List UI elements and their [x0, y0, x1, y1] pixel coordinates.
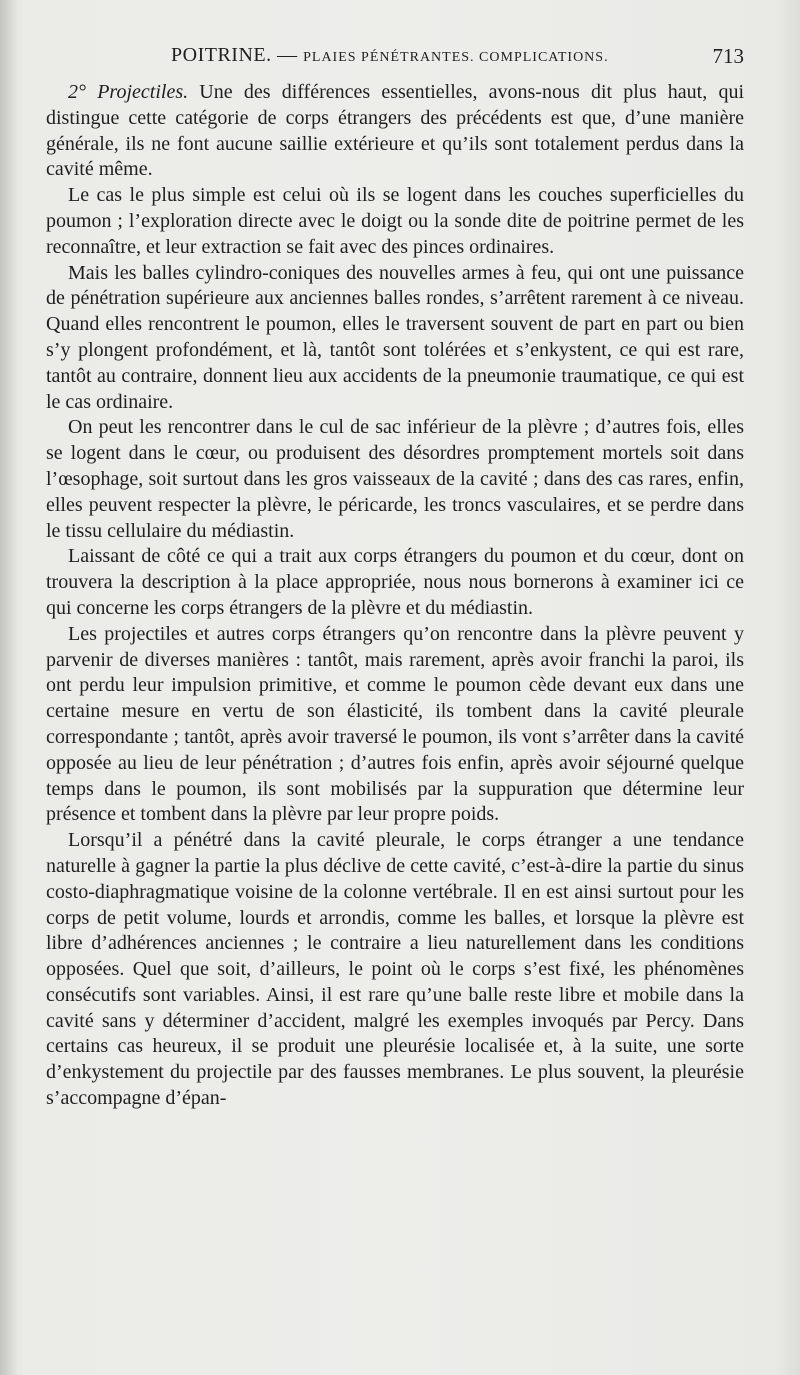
paragraph: Mais les balles cylindro-coniques des nouvelles armes à feu, qui ont une puissance de pénétration supérieure aux anciennes balles rondes, s’arrêtent rarement à ce niveau. Quand elles rencontrent le poumon, elles le traversent souvent de part en part ou bien s’y plongent profondément, et là, tantôt sont tolérées et s’enkystent, ce qui est rare, tantôt au contraire, donnent lieu aux accidents de la pneumonie traumatique, ce qui est le cas ordinaire. — [46, 261, 744, 413]
paragraph — [46, 80, 744, 183]
paragraph: Les projectiles et autres corps étrangers qu’on rencontre dans la plèvre peuvent y parvenir de diverses manières : tantôt, mais rarement, après avoir franchi la paroi, ils ont perdu leur impulsion primitive, et comme le poumon cède devant eux dans une certaine mesure en vertu de son élasticité, ils tombent dans la cavité pleurale correspondante ; tantôt, après avoir traversé le poumon, ils vont s’arrêter dans la cavité opposée au lieu de leur pénétration ; d’autres fois enfin, après avoir séjourné quelque temps dans le poumon, ils sont mobilisés par la suppuration que détermine leur présence et tombent dans la plèvre par leur propre poids. — [46, 622, 744, 826]
paragraph: Lorsqu’il a pénétré dans la cavité pleurale, le corps étranger a une tendance naturelle à gagner la partie la plus déclive de cette cavité, c’est-à-dire la partie du sinus costo-diaphragmatique voisine de la colonne vertébrale. Il en est ainsi surtout pour les corps de petit volume, lourds et arrondis, comme les balles, et lorsque la plèvre est libre d’adhérences anciennes ; le contraire a lieu naturellement dans les conditions opposées. Quel que soit, d’ailleurs, le point où le corps s’est fixé, les phénomènes consécutifs sont variables. Ainsi, il est rare qu’une balle reste libre et mobile dans la cavité sans y déterminer d’accident, malgré les exemples invoqués par Percy. Dans certains cas heureux, il se produit une pleurésie localisée et, à la suite, une sorte d’enkystement du projectile par des fausses membranes. Le plus souvent, la pleurésie s’accompagne d’épan- — [46, 829, 744, 1110]
running-title — [171, 44, 609, 67]
gutter-shadow — [0, 0, 18, 1375]
running-header — [46, 44, 744, 74]
paragraph: Le cas le plus simple est celui où ils se logent dans les couches superficielles du poumon ; l’exploration directe avec le doigt ou la sonde dite de poitrine permet de les reconnaître, et leur extraction se fait avec des pinces ordinaires. — [46, 184, 744, 258]
paragraph-text: Une des différences essentielles, avons-nous dit plus haut, qui distingue cette catégorie de corps étrangers des précédents est que, d’une manière générale, ils ne font aucune saillie extérieure et qu’ils sont totalement perdus dans la cavité même. — [46, 81, 745, 181]
body-text — [46, 80, 744, 1112]
header-title: POITRINE. — [171, 44, 272, 66]
paragraph-lead: 2° Projectiles. — [68, 81, 189, 103]
paragraph: Laissant de côté ce qui a trait aux corps étrangers du poumon et du cœur, dont on trouvera la description à la place appropriée, nous nous bornerons à examiner ici ce qui concerne les corps étrangers de la plèvre et du médiastin. — [46, 545, 744, 619]
header-dash: — — [271, 44, 304, 66]
paragraph: On peut les rencontrer dans le cul de sac inférieur de la plèvre ; d’autres fois, elles se logent dans le cœur, ou produisent des désordres promptement mortels soit dans l’œsophage, soit surtout dans les gros vaisseaux de la cavité ; dans des cas rares, enfin, elles peuvent respecter la plèvre, le péricarde, les troncs vasculaires, et se perdre dans le tissu cellulaire du médiastin. — [46, 416, 744, 542]
page-number: 713 — [712, 44, 744, 68]
header-subtitle: PLAIES PÉNÉTRANTES. COMPLICATIONS. — [303, 50, 609, 65]
